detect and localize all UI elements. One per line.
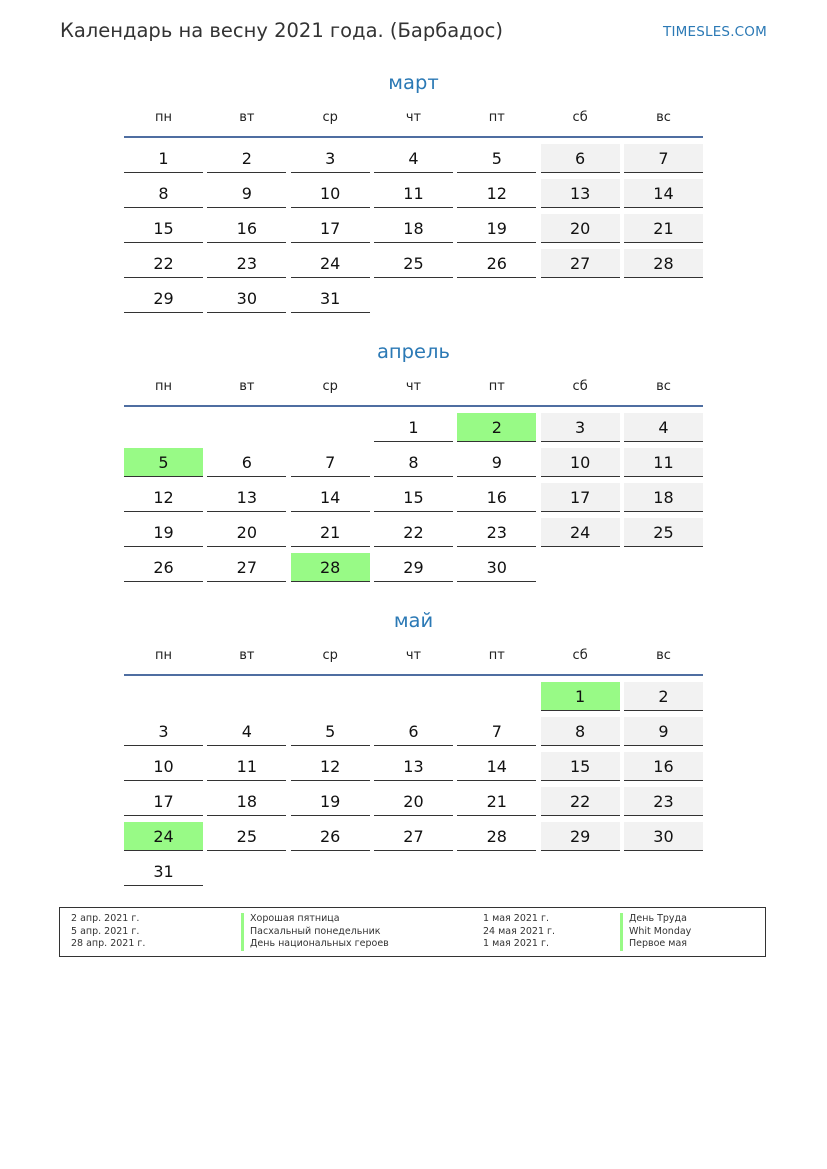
holiday-day-cell: 1 — [541, 682, 620, 711]
weekday-label: сб — [572, 110, 588, 125]
weekday-label: чт — [405, 110, 422, 125]
holiday-legend — [59, 907, 766, 957]
day-cell: 19 — [457, 214, 536, 243]
day-cell: 3 — [291, 144, 370, 173]
day-cell: 5 — [457, 144, 536, 173]
day-cell: 1 — [374, 413, 453, 442]
day-cell: 17 — [124, 787, 203, 816]
day-cell: 7 — [624, 144, 703, 173]
day-cell: 28 — [624, 249, 703, 278]
legend-holiday-name: День Труда — [620, 913, 691, 926]
day-cell: 13 — [207, 483, 286, 512]
month-name: май — [393, 609, 434, 632]
page-title: Календарь на весну 2021 года. (Барбадос) — [60, 19, 503, 42]
day-cell: 16 — [624, 752, 703, 781]
day-cell: 7 — [457, 717, 536, 746]
holiday-day-cell: 2 — [457, 413, 536, 442]
day-cell: 31 — [124, 857, 203, 886]
empty-cell — [291, 682, 370, 711]
weekday-label: сб — [572, 379, 588, 394]
day-grid — [124, 682, 703, 886]
weekday-label: пн — [155, 379, 172, 394]
day-cell: 21 — [457, 787, 536, 816]
day-cell: 21 — [624, 214, 703, 243]
empty-cell — [124, 413, 203, 442]
day-cell: 2 — [624, 682, 703, 711]
day-cell: 26 — [291, 822, 370, 851]
holiday-day-cell: 28 — [291, 553, 370, 582]
empty-cell — [207, 682, 286, 711]
day-cell: 17 — [541, 483, 620, 512]
day-cell: 12 — [291, 752, 370, 781]
day-cell: 10 — [541, 448, 620, 477]
day-cell: 14 — [457, 752, 536, 781]
day-cell: 9 — [457, 448, 536, 477]
day-cell: 14 — [624, 179, 703, 208]
day-cell: 27 — [541, 249, 620, 278]
day-cell: 20 — [207, 518, 286, 547]
day-cell: 12 — [124, 483, 203, 512]
weekday-label: вт — [239, 110, 255, 125]
day-cell: 22 — [124, 249, 203, 278]
weekday-label: ср — [322, 648, 338, 663]
day-cell: 3 — [124, 717, 203, 746]
month-block — [124, 68, 703, 313]
day-cell: 30 — [624, 822, 703, 851]
day-cell: 20 — [374, 787, 453, 816]
day-cell: 5 — [291, 717, 370, 746]
day-cell: 18 — [207, 787, 286, 816]
day-grid — [124, 413, 703, 582]
month-name: апрель — [376, 340, 451, 363]
day-cell: 26 — [457, 249, 536, 278]
day-cell: 15 — [374, 483, 453, 512]
legend-date: 1 мая 2021 г. — [483, 913, 549, 924]
weekday-header — [124, 108, 703, 128]
month-block — [124, 337, 703, 582]
day-cell: 13 — [374, 752, 453, 781]
header-divider — [124, 674, 703, 676]
day-cell: 24 — [541, 518, 620, 547]
legend-date: 5 апр. 2021 г. — [71, 925, 140, 937]
weekday-header — [124, 646, 703, 666]
day-cell: 27 — [374, 822, 453, 851]
legend-holiday-name: Whit Monday — [620, 926, 691, 939]
day-cell: 27 — [207, 553, 286, 582]
day-cell: 24 — [291, 249, 370, 278]
day-cell: 16 — [207, 214, 286, 243]
day-cell: 10 — [124, 752, 203, 781]
day-cell: 28 — [457, 822, 536, 851]
day-cell: 7 — [291, 448, 370, 477]
legend-date: 28 апр. 2021 г. — [71, 938, 146, 949]
day-cell: 23 — [624, 787, 703, 816]
legend-holiday-name: Хорошая пятница — [241, 913, 389, 926]
weekday-label: вс — [656, 648, 671, 663]
day-cell: 8 — [374, 448, 453, 477]
day-cell: 23 — [457, 518, 536, 547]
day-cell: 29 — [541, 822, 620, 851]
weekday-label: вт — [239, 648, 255, 663]
day-cell: 18 — [374, 214, 453, 243]
day-cell: 11 — [624, 448, 703, 477]
day-cell: 30 — [207, 284, 286, 313]
legend-date: 1 мая 2021 г. — [483, 938, 549, 949]
legend-date: 24 мая 2021 г. — [483, 925, 556, 937]
day-cell: 10 — [291, 179, 370, 208]
day-cell: 6 — [374, 717, 453, 746]
day-cell: 8 — [541, 717, 620, 746]
day-cell: 17 — [291, 214, 370, 243]
day-cell: 25 — [374, 249, 453, 278]
weekday-label: пн — [155, 648, 172, 663]
site-link[interactable]: TIMESLES.COM — [663, 24, 767, 40]
weekday-label: пн — [155, 110, 172, 125]
day-cell: 21 — [291, 518, 370, 547]
month-block — [124, 606, 703, 886]
day-cell: 16 — [457, 483, 536, 512]
day-cell: 30 — [457, 553, 536, 582]
month-name: март — [388, 71, 439, 94]
day-cell: 22 — [374, 518, 453, 547]
day-cell: 4 — [374, 144, 453, 173]
weekday-label: чт — [405, 648, 422, 663]
day-cell: 4 — [624, 413, 703, 442]
day-cell: 31 — [291, 284, 370, 313]
weekday-label: пт — [488, 648, 505, 663]
day-grid — [124, 144, 703, 313]
day-cell: 26 — [124, 553, 203, 582]
holiday-day-cell: 24 — [124, 822, 203, 851]
empty-cell — [207, 413, 286, 442]
day-cell: 29 — [124, 284, 203, 313]
weekday-label: вс — [656, 379, 671, 394]
weekday-header — [124, 377, 703, 397]
weekday-label: пт — [488, 379, 505, 394]
day-cell: 11 — [374, 179, 453, 208]
day-cell: 19 — [291, 787, 370, 816]
empty-cell — [124, 682, 203, 711]
day-cell: 9 — [207, 179, 286, 208]
day-cell: 9 — [624, 717, 703, 746]
weekday-label: вт — [239, 379, 255, 394]
day-cell: 12 — [457, 179, 536, 208]
day-cell: 15 — [124, 214, 203, 243]
day-cell: 29 — [374, 553, 453, 582]
day-cell: 25 — [207, 822, 286, 851]
day-cell: 25 — [624, 518, 703, 547]
weekday-label: пт — [488, 110, 505, 125]
empty-cell — [374, 682, 453, 711]
weekday-label: сб — [572, 648, 588, 663]
day-cell: 22 — [541, 787, 620, 816]
day-cell: 18 — [624, 483, 703, 512]
legend-holiday-name: Первое мая — [620, 938, 691, 951]
day-cell: 14 — [291, 483, 370, 512]
legend-dates-left — [71, 913, 145, 951]
day-cell: 6 — [207, 448, 286, 477]
day-cell: 20 — [541, 214, 620, 243]
day-cell: 3 — [541, 413, 620, 442]
day-cell: 23 — [207, 249, 286, 278]
weekday-label: ср — [322, 379, 338, 394]
day-cell: 13 — [541, 179, 620, 208]
weekday-label: чт — [405, 379, 422, 394]
day-cell: 19 — [124, 518, 203, 547]
header-divider — [124, 136, 703, 138]
day-cell: 8 — [124, 179, 203, 208]
header-divider — [124, 405, 703, 407]
day-cell: 2 — [207, 144, 286, 173]
holiday-day-cell: 5 — [124, 448, 203, 477]
empty-cell — [457, 682, 536, 711]
legend-dates-right — [483, 913, 555, 951]
legend-date: 2 апр. 2021 г. — [71, 913, 140, 924]
day-cell: 1 — [124, 144, 203, 173]
legend-holiday-name: День национальных героев — [241, 938, 389, 951]
day-cell: 4 — [207, 717, 286, 746]
day-cell: 6 — [541, 144, 620, 173]
weekday-label: вс — [656, 110, 671, 125]
legend-holiday-name: Пасхальный понедельник — [241, 926, 389, 939]
day-cell: 15 — [541, 752, 620, 781]
day-cell: 11 — [207, 752, 286, 781]
weekday-label: ср — [322, 110, 338, 125]
legend-names-left — [241, 913, 389, 951]
empty-cell — [291, 413, 370, 442]
legend-names-right — [620, 913, 691, 951]
